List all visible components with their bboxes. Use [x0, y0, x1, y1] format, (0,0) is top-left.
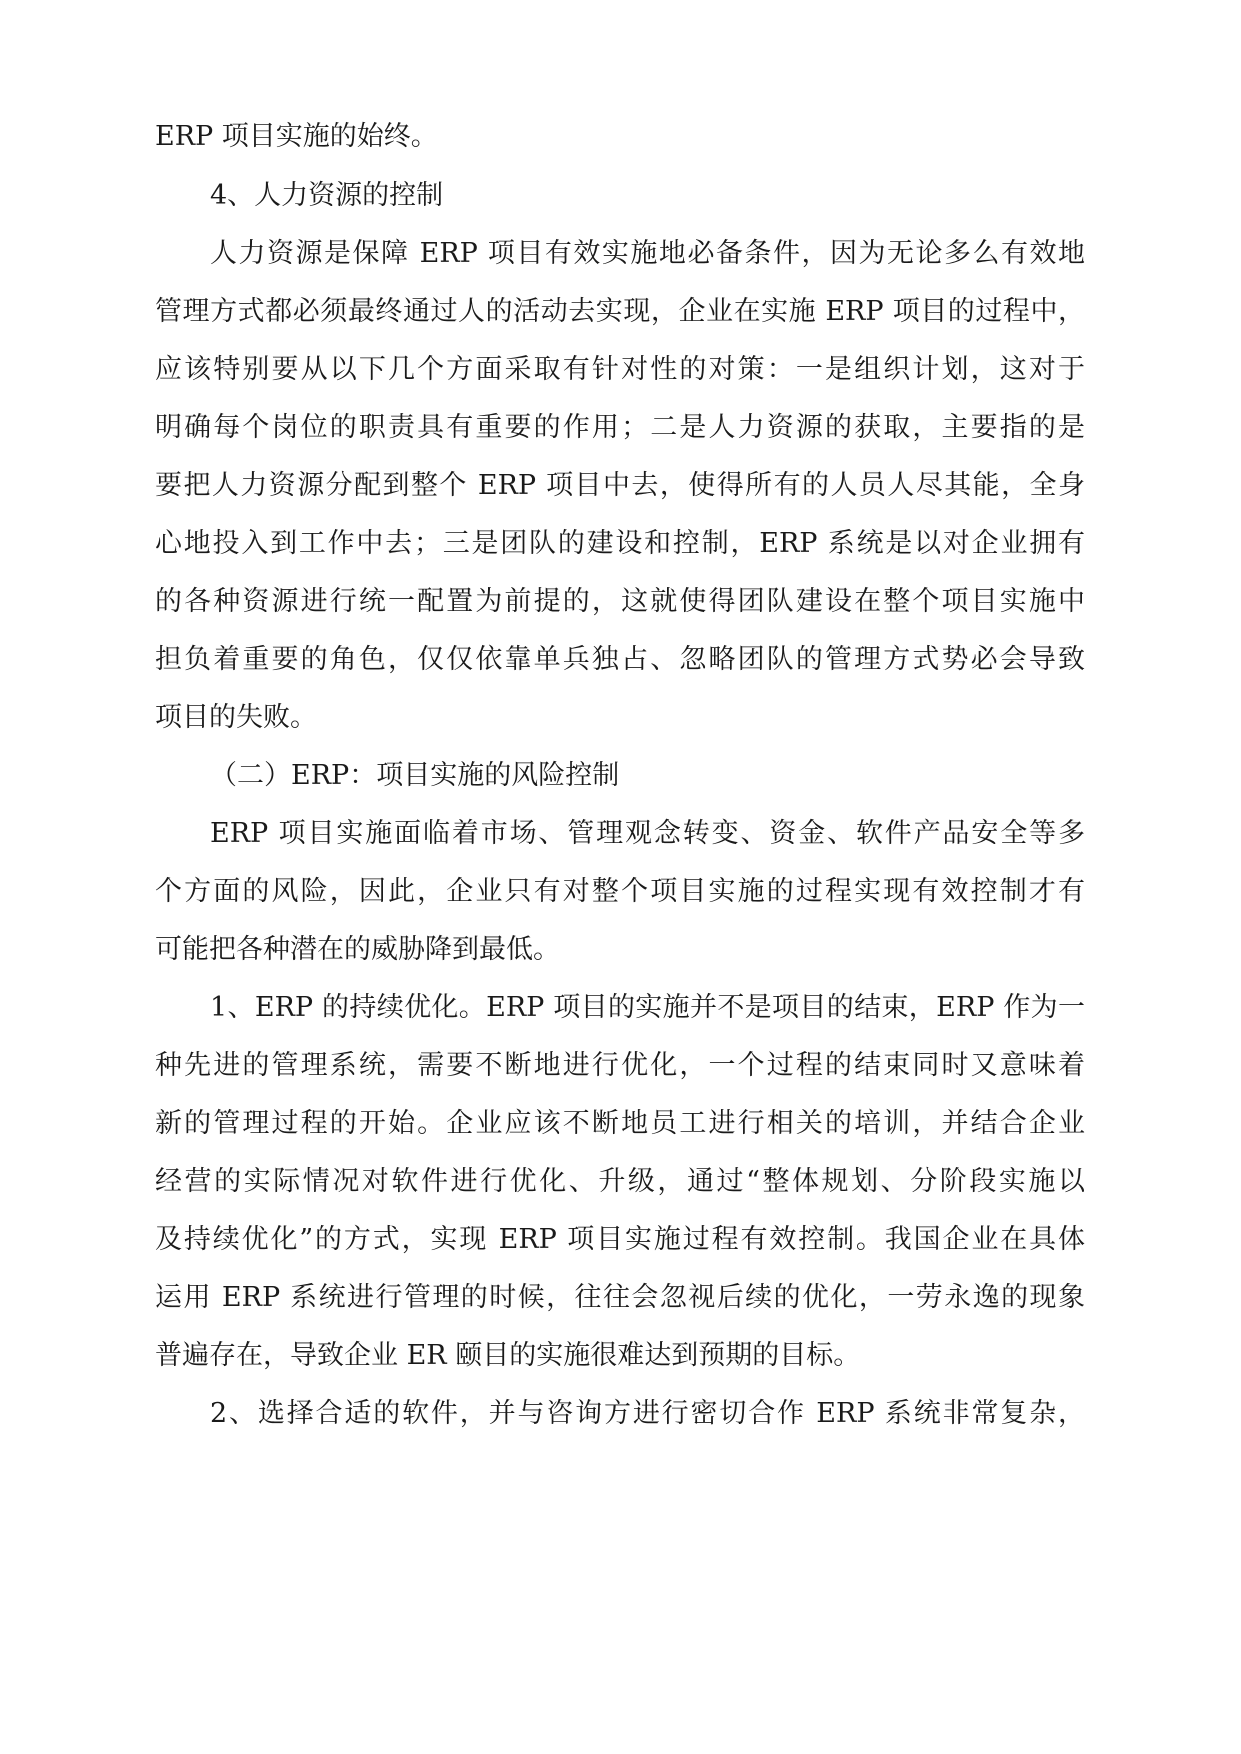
text-line: ERP 项目实施的始终。: [155, 121, 438, 152]
text-line: 人力资源是保障 ERP 项目有效实施地必备条件，因为无论多么有效地: [210, 238, 1085, 269]
text-line: 项目的失败。: [155, 702, 317, 733]
text-line: 心地投入到工作中去；三是团队的建设和控制，ERP 系统是以对企业拥有: [155, 528, 1085, 559]
text-line: 担负着重要的角色，仅仅依靠单兵独占、忽略团队的管理方式势必会导致: [155, 644, 1085, 675]
text-line: 新的管理过程的开始。企业应该不断地员工进行相关的培训，并结合企业: [155, 1108, 1085, 1139]
text-line: 经营的实际情况对软件进行优化、升级，通过“整体规划、分阶段实施以: [155, 1166, 1085, 1197]
text-line: 可能把各种潜在的威胁降到最低。: [155, 934, 560, 965]
text-line: 种先进的管理系统，需要不断地进行优化，一个过程的结束同时又意味着: [155, 1050, 1085, 1081]
text-line: 运用 ERP 系统进行管理的时候，往往会忽视后续的优化，一劳永逸的现象: [155, 1282, 1085, 1313]
text-line: 及持续优化”的方式，实现 ERP 项目实施过程有效控制。我国企业在具体: [155, 1224, 1085, 1255]
text-line: 管理方式都必须最终通过人的活动去实现，企业在实施 ERP 项目的过程中，: [155, 296, 1085, 327]
section-heading: 4、人力资源的控制: [210, 180, 444, 211]
text-line: 明确每个岗位的职责具有重要的作用；二是人力资源的获取，主要指的是: [155, 412, 1085, 443]
text-line: 普遍存在，导致企业 ER 颐目的实施很难达到预期的目标。: [155, 1340, 861, 1371]
text-line: 2、选择合适的软件，并与咨询方进行密切合作 ERP 系统非常复杂，: [210, 1398, 1085, 1429]
section-heading: （二）ERP：项目实施的风险控制: [210, 760, 620, 791]
text-line: ERP 项目实施面临着市场、管理观念转变、资金、软件产品安全等多: [210, 818, 1085, 849]
text-line: 个方面的风险，因此，企业只有对整个项目实施的过程实现有效控制才有: [155, 876, 1085, 907]
text-line: 的各种资源进行统一配置为前提的，这就使得团队建设在整个项目实施中: [155, 586, 1085, 617]
text-line: 1、ERP 的持续优化。ERP 项目的实施并不是项目的结束，ERP 作为一: [210, 992, 1085, 1023]
text-line: 要把人力资源分配到整个 ERP 项目中去，使得所有的人员人尽其能，全身: [155, 470, 1085, 501]
text-line: 应该特别要从以下几个方面采取有针对性的对策：一是组织计划，这对于: [155, 354, 1085, 385]
